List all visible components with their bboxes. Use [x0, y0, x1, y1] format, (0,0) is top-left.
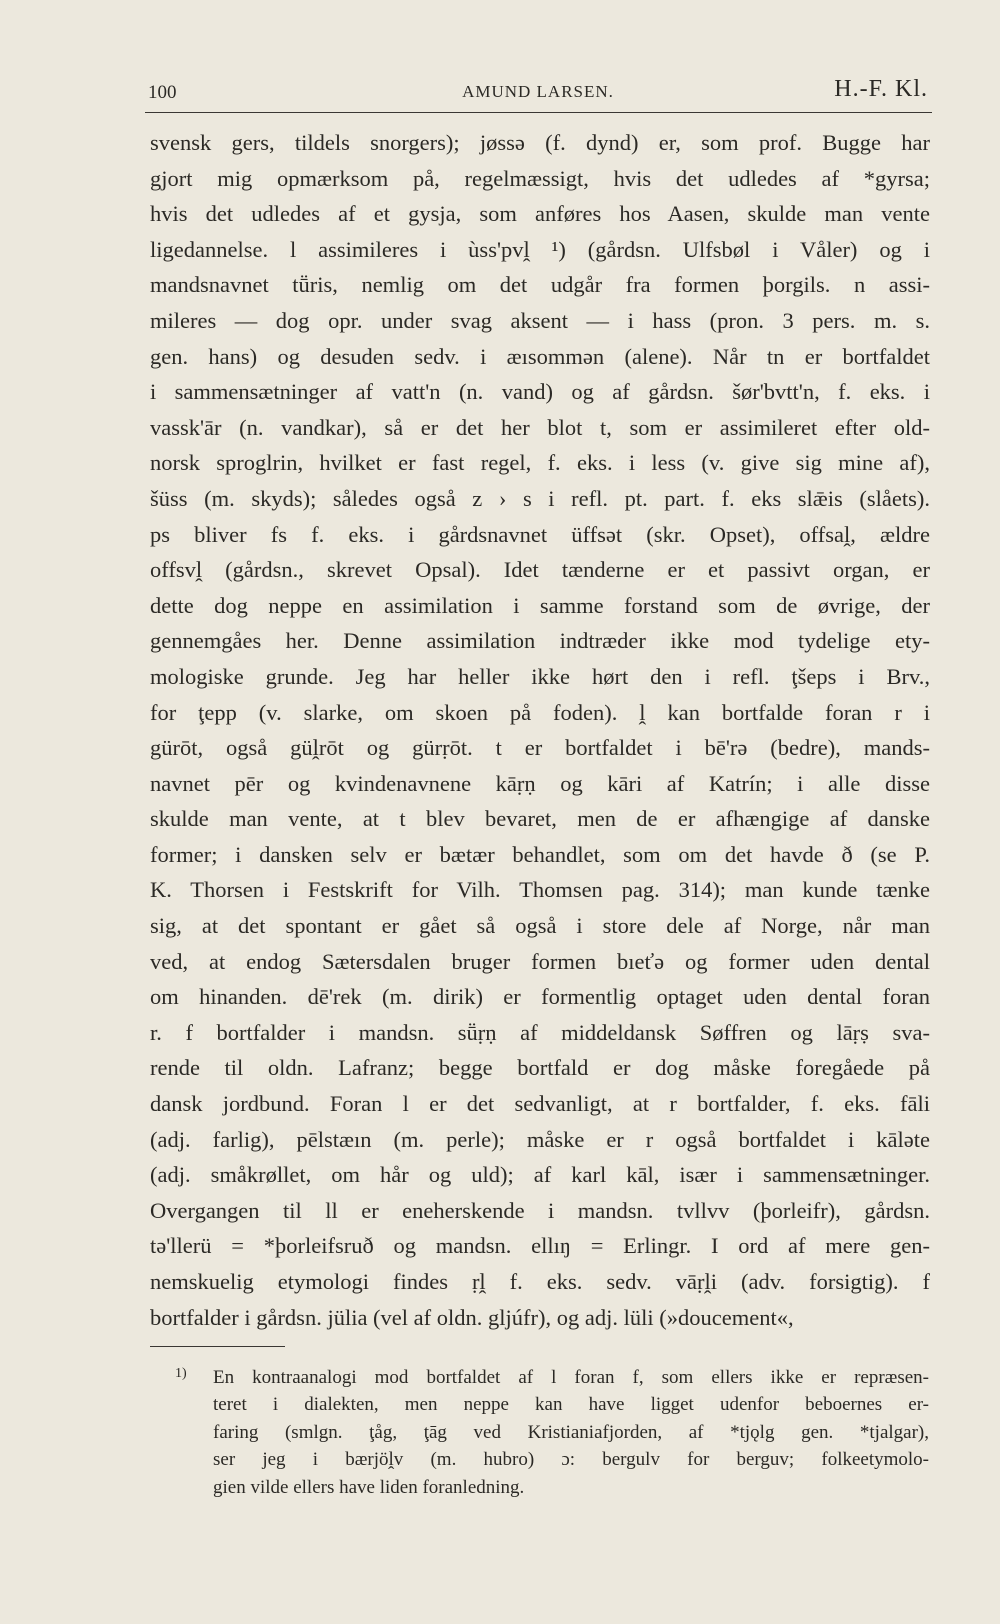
footnote-line: teret i dialekten, men neppe kan have ligget udenfor beboernes er- — [213, 1394, 929, 1416]
text-line: sig, at det spontant er gået så også i store dele af Norge, når man — [150, 913, 930, 939]
text-line: om hinanden. dē'rek (m. dirik) er formentlig optaget uden dental foran — [150, 984, 930, 1010]
footnote-line: gien vilde ellers have liden foranledning. — [213, 1476, 525, 1498]
text-line: ligedannelse. l assimileres i ùss'pvḽ ¹) (gårdsn. Ulfsbøl i Våler) og i — [150, 236, 930, 262]
text-line: vassk'ār (n. vandkar), så er det her blot t, som er assimileret efter old- — [150, 414, 930, 440]
text-line: norsk sproglrin, hvilket er fast regel, f. eks. i less (v. give sig mine af), — [150, 450, 930, 476]
text-line: rende til oldn. Lafranz; begge bortfald er dog måske foregåede på — [150, 1055, 930, 1081]
text-line: mandsnavnet tṻris, nemlig om det udgår fra formen þorgils. n assi- — [150, 272, 930, 298]
footnote-marker: 1) — [175, 1366, 187, 1381]
text-line: for ţepp (v. slarke, om skoen på foden). ḽ kan bortfalde foran r i — [150, 699, 930, 725]
text-line: ps bliver fs f. eks. i gårdsnavnet üffsət (skr. Opset), offsaḽ, ældre — [150, 521, 930, 547]
text-line: svensk gers, tildels snorgers); jøssə (f. dynd) er, som prof. Bugge har — [150, 130, 930, 155]
footnote-line: ser jeg i bærjöḽv (m. hubro) ɔ: bergulv for berguv; folkeetymolo- — [213, 1449, 929, 1471]
text-line: ved, at endog Sætersdalen bruger formen bıeťə og former uden dental — [150, 948, 930, 974]
footnote-rule — [150, 1346, 285, 1347]
text-line: hvis det udledes af et gysja, som anføres hos Aasen, skulde man vente — [150, 201, 930, 227]
text-line: Overgangen til ll er eneherskende i mandsn. tvllvv (þorleifr), gårdsn. — [150, 1197, 930, 1223]
section-label: H.-F. Kl. — [834, 76, 928, 102]
text-line: dette dog neppe en assimilation i samme forstand som de øvrige, der — [150, 592, 930, 618]
text-line: former; i dansken selv er bætær behandlet, som om det havde ð (se P. — [150, 841, 930, 867]
text-line: (adj. farlig), pēlstæın (m. perle); måske er r også bortfaldet i kāləte — [150, 1126, 930, 1152]
text-line: i sammensætninger af vatt'n (n. vand) og af gårdsn. šør'bvtt'n, f. eks. i — [150, 379, 930, 405]
text-line: nemskuelig etymologi findes ṛḽ f. eks. sedv. vāṛḽi (adv. forsigtig). f — [150, 1269, 930, 1294]
body-text — [150, 125, 930, 1335]
text-line: r. f bortfalder i mandsn. sṻṛṇ af middeldansk Søffren og lāṛṣ sva- — [150, 1019, 930, 1045]
page-header — [148, 76, 928, 106]
text-line: mologiske grunde. Jeg har heller ikke hørt den i refl. ţšeps i Brv., — [150, 663, 930, 689]
text-line: šüss (m. skyds); således også z › s i refl. pt. part. f. eks slǣis (slåets). — [150, 485, 930, 511]
text-line: (adj. småkrøllet, om hår og uld); af karl kāl, især i sammensætninger. — [150, 1162, 930, 1188]
text-line: navnet pēr og kvindenavnene kāṛṇ og kāri af Katrín; i alle disse — [150, 770, 930, 796]
text-line: skulde man vente, at t blev bevaret, men de er afhængige af danske — [150, 806, 930, 832]
footnote-line: faring (smlgn. ţåg, ţāg ved Kristianiafjorden, af *tjǫlg gen. *tjalgar), — [213, 1421, 929, 1443]
text-line: gen. hans) og desuden sedv. i æısommən (alene). Når tn er bortfaldet — [150, 343, 930, 369]
text-line: gennemgåes her. Denne assimilation indtræder ikke mod tydelige ety- — [150, 628, 930, 654]
footnote-line: En kontraanalogi mod bortfaldet af l foran f, som ellers ikke er repræsen- — [213, 1367, 929, 1388]
footnote-text — [213, 1364, 929, 1501]
text-line: mileres — dog opr. under svag aksent — i hass (pron. 3 pers. m. s. — [150, 307, 930, 333]
text-line: tə'llerü = *þorleifsruð og mandsn. ellıŋ = Erlingr. I ord af mere gen- — [150, 1233, 930, 1259]
text-line: bortfalder i gårdsn. jülia (vel af oldn. gljúfr), og adj. lüli (»doucement«, — [150, 1304, 794, 1330]
running-title: AMUND LARSEN. — [462, 82, 614, 101]
text-line: dansk jordbund. Foran l er det sedvanligt, at r bortfalder, f. eks. fāli — [150, 1091, 930, 1117]
text-line: K. Thorsen i Festskrift for Vilh. Thomsen pag. 314); man kunde tænke — [150, 877, 930, 903]
text-line: offsvḽ (gårdsn., skrevet Opsal). Idet tænderne er et passivt organ, er — [150, 557, 930, 583]
text-line: gjort mig opmærksom på, regelmæssigt, hvis det udledes af *gyrsa; — [150, 165, 930, 191]
page-number: 100 — [148, 82, 177, 103]
text-line: gürōt, også güḽrōt og gürṛōt. t er bortfaldet i bē'rə (bedre), mands- — [150, 735, 930, 761]
header-rule — [145, 112, 932, 113]
